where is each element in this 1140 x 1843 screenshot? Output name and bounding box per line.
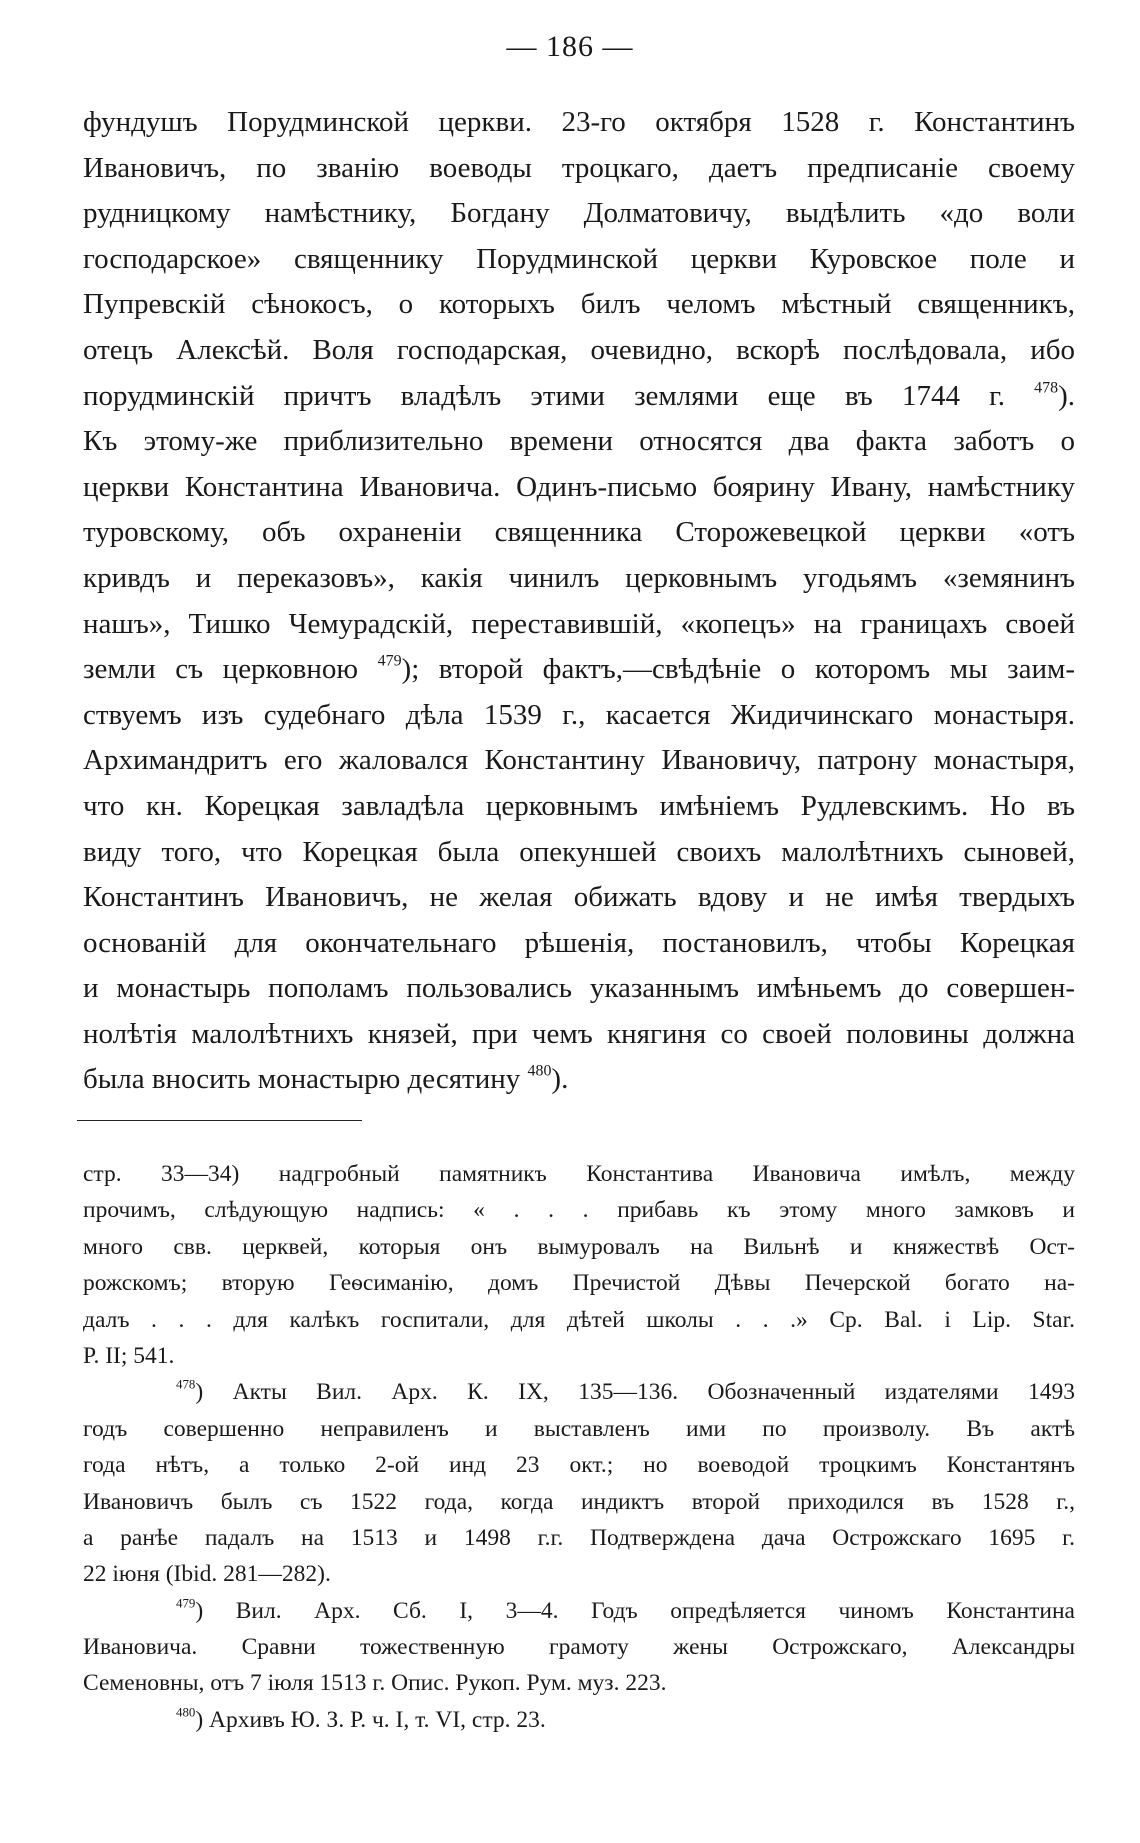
footnote-reference: 480 bbox=[527, 1062, 552, 1080]
text-segment: туровскому, объ охраненіи священника Сторожевецкой церкви «отъ bbox=[83, 516, 1075, 549]
text-segment: виду того, что Корецкая была опекуншей своихъ малолѣтнихъ сыновей, bbox=[83, 835, 1075, 868]
footnote-reference: 478 bbox=[1034, 378, 1059, 396]
footnote-reference: 479 bbox=[176, 1595, 196, 1611]
text-segment: Семеновны, отъ 7 іюля 1513 г. Опис. Рукоп. Рум. муз. 223. bbox=[83, 1670, 667, 1697]
text-segment: церкви Константина Ивановича. Одинъ-письмо боярину Ивану, намѣстнику bbox=[83, 470, 1075, 503]
footnotes bbox=[83, 1156, 1075, 1738]
text-line bbox=[83, 966, 1075, 1012]
text-line bbox=[83, 921, 1075, 967]
footnote-line bbox=[83, 1447, 1075, 1483]
text-line bbox=[83, 328, 1075, 374]
text-segment: ). bbox=[1058, 379, 1075, 412]
text-line bbox=[83, 784, 1075, 830]
footnote-line bbox=[83, 1302, 1075, 1338]
text-segment: Ивановичъ, по званію воеводы троцкаго, даетъ предписаніе своему bbox=[83, 151, 1075, 184]
text-segment: нолѣтія малолѣтнихъ князей, при чемъ княгиня со своей половины должна bbox=[83, 1017, 1075, 1050]
text-segment: земли съ церковною bbox=[83, 653, 378, 686]
footnote-line bbox=[83, 1520, 1075, 1556]
text-line bbox=[83, 374, 1075, 420]
footnote-line bbox=[83, 1374, 1075, 1410]
text-segment: кривдъ и переказовъ», какія чинилъ церковнымъ угодьямъ «земянинъ bbox=[83, 561, 1075, 594]
footnote-separator bbox=[77, 1120, 362, 1121]
text-segment: ) Архивъ Ю. З. Р. ч. I, т. VI, стр. 23. bbox=[195, 1706, 546, 1733]
footnote-line bbox=[83, 1229, 1075, 1265]
footnote-reference: 479 bbox=[377, 652, 402, 670]
text-segment: а ранѣе падалъ на 1513 и 1498 г.г. Подтверждена дача Острожскаго 1695 г. bbox=[83, 1524, 1075, 1551]
text-line bbox=[83, 875, 1075, 921]
text-line bbox=[83, 693, 1075, 739]
text-line bbox=[83, 738, 1075, 784]
text-line bbox=[83, 465, 1075, 511]
text-segment: Ивановича. Сравни тожественную грамоту жены Острожскаго, Александры bbox=[83, 1634, 1075, 1661]
text-segment: много свв. церквей, которыя онъ вымуровалъ на Вильнѣ и княжествѣ Ост- bbox=[83, 1233, 1075, 1260]
footnote-line bbox=[83, 1156, 1075, 1192]
page-number: — 186 — bbox=[506, 30, 634, 63]
text-segment: стр. 33—34) надгробный памятникъ Константива Ивановича имѣлъ, между bbox=[83, 1161, 1075, 1187]
text-line bbox=[83, 602, 1075, 648]
text-segment: и монастырь пополамъ пользовались указаннымъ имѣньемъ до совершен- bbox=[83, 972, 1075, 1005]
text-line bbox=[83, 647, 1075, 693]
text-segment: годъ совершенно неправиленъ и выставленъ ими по произволу. Въ актѣ bbox=[83, 1415, 1075, 1442]
text-segment: основаній для окончательнаго рѣшенія, постановилъ, чтобы Корецкая bbox=[83, 926, 1075, 959]
text-line bbox=[83, 830, 1075, 876]
text-segment: ); второй фактъ,—свѣдѣніе о которомъ мы заим- bbox=[401, 653, 1075, 686]
text-segment: Константинъ Ивановичъ, не желая обижать вдову и не имѣя твердыхъ bbox=[83, 881, 1075, 914]
text-segment: P. II; 541. bbox=[83, 1342, 175, 1369]
text-line bbox=[83, 100, 1075, 146]
footnote-line bbox=[83, 1338, 1075, 1374]
text-line bbox=[83, 146, 1075, 192]
text-line bbox=[83, 510, 1075, 556]
text-segment: фундушъ Порудминской церкви. 23-го октября 1528 г. Константинъ bbox=[83, 106, 1075, 138]
text-segment: Пупревскій сѣнокосъ, о которыхъ билъ челомъ мѣстный священникъ, bbox=[83, 288, 1075, 321]
footnote-line bbox=[83, 1192, 1075, 1228]
text-segment: рудницкому намѣстнику, Богдану Долматовичу, выдѣлить «до воли bbox=[83, 197, 1075, 230]
text-segment: порудминскій причтъ владѣлъ этими землями еще въ 1744 г. bbox=[83, 379, 1035, 412]
text-segment: что кн. Корецкая завладѣла церковнымъ имѣніемъ Рудлевскимъ. Но въ bbox=[83, 789, 1075, 822]
footnote-line bbox=[83, 1665, 1075, 1701]
text-segment: нашъ», Тишко Чемурадскій, переставившій, «копецъ» на границахъ своей bbox=[83, 607, 1075, 640]
text-segment: Ивановичъ былъ съ 1522 года, когда индиктъ второй приходился въ 1528 г., bbox=[83, 1488, 1075, 1515]
footnote-line bbox=[83, 1484, 1075, 1520]
footnote-line bbox=[83, 1593, 1075, 1629]
text-segment: прочимъ, слѣдующую надпись: « . . . прибавь къ этому много замковъ и bbox=[83, 1197, 1075, 1224]
text-segment: рожскомъ; вторую Геѳсиманію, домъ Пречистой Дѣвы Печерской богато на- bbox=[83, 1270, 1075, 1297]
text-segment: ). bbox=[551, 1063, 569, 1096]
text-segment: 22 іюня (Ibid. 281—282). bbox=[83, 1561, 331, 1588]
text-segment: ствуемъ изъ судебнаго дѣла 1539 г., касается Жидичинскаго монастыря. bbox=[83, 698, 1075, 731]
text-segment: года нѣтъ, а только 2-ой инд 23 окт.; но воеводой троцкимъ Константянъ bbox=[83, 1452, 1075, 1479]
footnote-line bbox=[83, 1265, 1075, 1301]
footnote-reference: 478 bbox=[176, 1377, 196, 1393]
footnote-line bbox=[83, 1702, 1075, 1738]
footnote-line bbox=[83, 1556, 1075, 1592]
text-segment: отецъ Алексѣй. Воля господарская, очевидно, вскорѣ послѣдовала, ибо bbox=[83, 333, 1075, 366]
footnote-line bbox=[83, 1411, 1075, 1447]
text-segment: далъ . . . для калѣкъ госпитали, для дѣтей школы . . .» Ср. Bal. i Lip. Star. bbox=[83, 1306, 1075, 1333]
footnote-line bbox=[83, 1629, 1075, 1665]
text-line bbox=[83, 191, 1075, 237]
text-line bbox=[83, 237, 1075, 283]
text-line bbox=[83, 282, 1075, 328]
footnote-reference: 480 bbox=[176, 1704, 196, 1720]
text-line bbox=[83, 419, 1075, 465]
text-line bbox=[83, 556, 1075, 602]
text-segment: ) Вил. Арх. Сб. I, 3—4. Годъ опредѣляется чиномъ Константина bbox=[195, 1597, 1075, 1624]
text-line bbox=[83, 1057, 1075, 1103]
text-segment: была вносить монастырю десятину bbox=[83, 1063, 528, 1096]
text-segment: Архимандритъ его жаловался Константину Ивановичу, патрону монастыря, bbox=[83, 744, 1075, 777]
text-segment: Къ этому-же приблизительно времени относятся два факта заботъ о bbox=[83, 425, 1075, 458]
main-text bbox=[83, 100, 1075, 1103]
text-segment: ) Акты Вил. Арх. К. IX, 135—136. Обозначенный издателями 1493 bbox=[195, 1379, 1075, 1406]
text-segment: господарское» священнику Порудминской церкви Куровское поле и bbox=[83, 242, 1075, 275]
text-line bbox=[83, 1012, 1075, 1058]
